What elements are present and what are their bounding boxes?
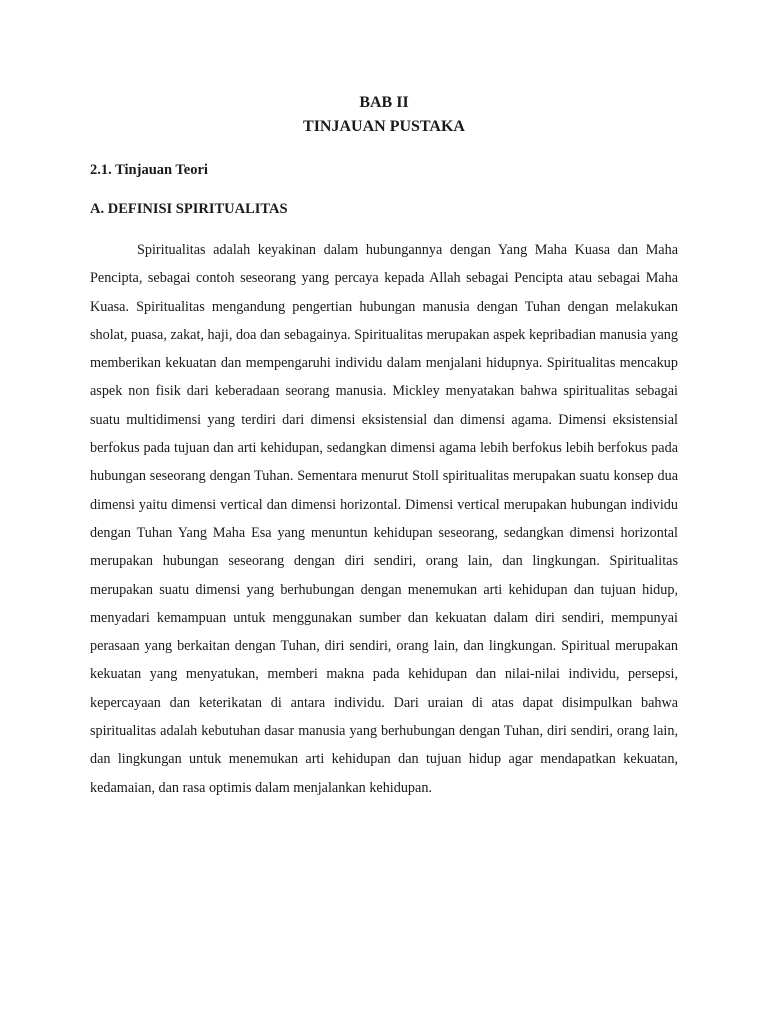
document-page: [90, 91, 678, 802]
section-heading: A. DEFINISI SPIRITUALITAS: [90, 201, 288, 217]
chapter-title: TINJAUAN PUSTAKA: [303, 118, 465, 135]
body-paragraph: Spiritualitas adalah keyakinan dalam hubungannya dengan Yang Maha Kuasa dan Maha Pencipta, sebagai contoh seseorang yang percaya kepada Allah sebagai Pencipta atau sebagai Maha Kuasa. Spiritualitas mengandung pengertian hubungan manusia dengan Tuhan dengan melakukan sholat, puasa, zakat, haji, doa dan sebagainya. Spiritualitas merupakan aspek kepribadian manusia yang memberikan kekuatan dan mempengaruhi individu dalam menjalani hidupnya. Spiritualitas mencakup aspek non fisik dari keberadaan seorang manusia. Mickley menyatakan bahwa spiritualitas sebagai suatu multidimensi yang terdiri dari dimensi eksistensial dan dimensi agama. Dimensi eksistensial berfokus pada tujuan dan arti kehidupan, sedangkan dimensi agama lebih berfokus lebih berfokus pada hubungan seseorang dengan Tuhan. Sementara menurut Stoll spiritualitas merupakan suatu konsep dua dimensi yaitu dimensi vertical dan dimensi horizontal. Dimensi vertical merupakan hubungan individu dengan Tuhan Yang Maha Esa yang menuntun kehidupan seseorang, sedangkan dimensi horizontal merupakan hubungan seseorang dengan diri sendiri, orang lain, dan lingkungan. Spiritualitas merupakan suatu dimensi yang berhubungan dengan menemukan arti kehidupan dan tujuan hidup, menyadari kemampuan untuk menggunakan sumber dan kekuatan dalam diri sendiri, mempunyai perasaan yang berkaitan dengan Tuhan, diri sendiri, orang lain, dan lingkungan. Spiritual merupakan kekuatan yang menyatukan, memberi makna pada kehidupan dan nilai-nilai individu, persepsi, kepercayaan dan keterikatan di antara individu. Dari uraian di atas dapat disimpulkan bahwa spiritualitas adalah kebutuhan dasar manusia yang berhubungan dengan Tuhan, diri sendiri, orang lain, dan lingkungan untuk menemukan arti kehidupan dan tujuan hidup agar mendapatkan kekuatan, kedamaian, dan rasa optimis dalam menjalankan kehidupan.: [90, 242, 678, 796]
chapter-number: BAB II: [359, 94, 409, 111]
subsection-heading: 2.1. Tinjauan Teori: [90, 162, 208, 178]
